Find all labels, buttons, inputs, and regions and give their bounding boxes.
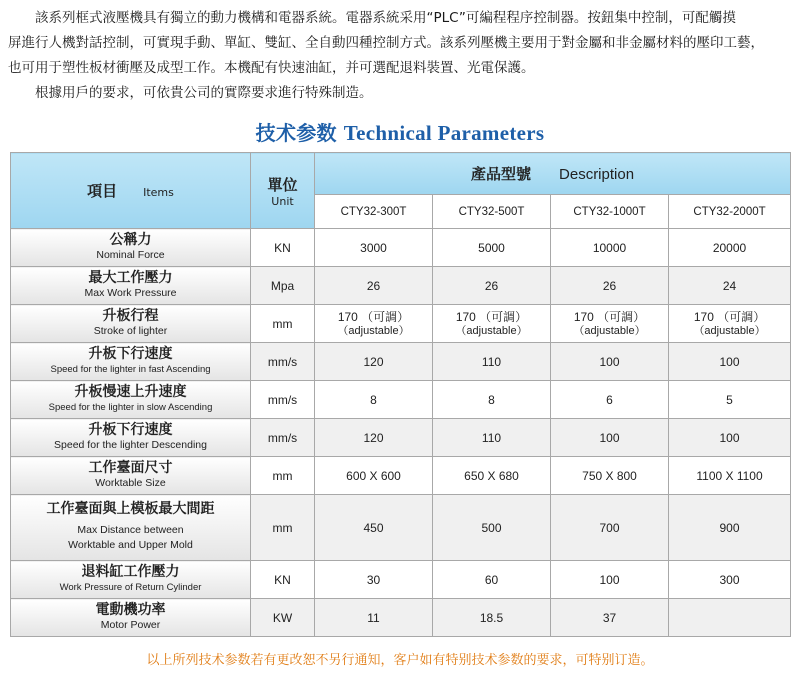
title-en: Technical Parameters (343, 121, 545, 145)
title-cn: 技术参数 (255, 121, 337, 145)
row-value: 30 (315, 561, 433, 599)
row-value: 60 (433, 561, 551, 599)
row-value: 650 X 680 (433, 457, 551, 495)
row-value: 600 X 600 (315, 457, 433, 495)
header-description: 產品型號 Description (315, 153, 791, 195)
row-label: 升板下行速度 Speed for the lighter Descending (11, 419, 251, 457)
row-value: 170 （可調） （adjustable） (551, 305, 669, 343)
row-value: 120 (315, 343, 433, 381)
table-row (11, 495, 791, 561)
row-value: 5 (669, 381, 791, 419)
row-label: 退料缸工作壓力 Work Pressure of Return Cylinder (11, 561, 251, 599)
row-unit: KN (251, 229, 315, 267)
intro-line-1: 該系列框式液壓機具有獨立的動力機構和電器系統。電器系統采用“PLC”可編程程序控制器。按鈕集中控制，可配觸摸 (35, 10, 736, 26)
header-model: CTY32-300T (315, 195, 433, 229)
row-value: 110 (433, 343, 551, 381)
row-value: 1100 X 1100 (669, 457, 791, 495)
intro-line-2: 屏進行人機對話控制，可實現手動、單缸、雙缸、全自動四種控制方式。該系列壓機主要用于對金屬和非金屬材料的壓印工藝， (8, 35, 764, 51)
row-value: 20000 (669, 229, 791, 267)
row-value: 100 (669, 419, 791, 457)
row-value: 6 (551, 381, 669, 419)
row-label: 工作臺面尺寸 Worktable Size (11, 457, 251, 495)
row-value: 170 （可調） （adjustable） (669, 305, 791, 343)
row-value: 3000 (315, 229, 433, 267)
row-value: 700 (551, 495, 669, 561)
row-label: 升板下行速度 Speed for the lighter in fast Ascending (11, 343, 251, 381)
row-value: 8 (433, 381, 551, 419)
row-label: 工作臺面與上模板最大間距 Max Distance between Worktable and Upper Mold (11, 495, 251, 561)
table-row (11, 457, 791, 495)
row-unit: mm/s (251, 343, 315, 381)
intro-line-3: 也可用于塑性板材衝壓及成型工作。本機配有快速油缸，并可選配退料裝置、光電保護。 (8, 60, 535, 76)
header-unit: 單位 Unit (251, 153, 315, 229)
row-value: 100 (669, 343, 791, 381)
row-unit: KW (251, 599, 315, 637)
row-value: 11 (315, 599, 433, 637)
row-value: 100 (551, 561, 669, 599)
row-value: 5000 (433, 229, 551, 267)
row-label: 升板慢速上升速度 Speed for the lighter in slow Ascending (11, 381, 251, 419)
row-unit: mm (251, 495, 315, 561)
header-model: CTY32-2000T (669, 195, 791, 229)
row-label: 公稱力 Nominal Force (11, 229, 251, 267)
row-value: 750 X 800 (551, 457, 669, 495)
table-row (11, 419, 791, 457)
row-value: 26 (551, 267, 669, 305)
row-value: 18.5 (433, 599, 551, 637)
row-value: 24 (669, 267, 791, 305)
row-label: 最大工作壓力 Max Work Pressure (11, 267, 251, 305)
row-value: 300 (669, 561, 791, 599)
row-unit: KN (251, 561, 315, 599)
page-title (0, 117, 800, 146)
row-value: 10000 (551, 229, 669, 267)
row-unit: mm (251, 305, 315, 343)
row-value: 100 (551, 343, 669, 381)
row-value: 110 (433, 419, 551, 457)
row-value: 26 (433, 267, 551, 305)
row-value: 120 (315, 419, 433, 457)
table-row (11, 305, 791, 343)
row-unit: mm/s (251, 419, 315, 457)
row-value: 170 （可調） （adjustable） (315, 305, 433, 343)
row-label: 電動機功率 Motor Power (11, 599, 251, 637)
header-model: CTY32-500T (433, 195, 551, 229)
row-value: 26 (315, 267, 433, 305)
row-value: 900 (669, 495, 791, 561)
table-row (11, 267, 791, 305)
row-unit: Mpa (251, 267, 315, 305)
table-row (11, 381, 791, 419)
intro-line-4: 根據用戶的要求，可依貴公司的實際要求進行特殊制造。 (35, 85, 373, 101)
header-items: 項目 Items (11, 153, 251, 229)
parameters-table (10, 152, 791, 637)
footnote: 以上所列技术参数若有更改恕不另行通知，客户如有特别技术参数的要求，可特别订造。 (146, 653, 654, 668)
row-value: 450 (315, 495, 433, 561)
row-value: 37 (551, 599, 669, 637)
table-row (11, 599, 791, 637)
table-row (11, 343, 791, 381)
row-value: 170 （可調） （adjustable） (433, 305, 551, 343)
row-label: 升板行程 Stroke of lighter (11, 305, 251, 343)
row-value: 100 (551, 419, 669, 457)
row-unit: mm/s (251, 381, 315, 419)
header-model: CTY32-1000T (551, 195, 669, 229)
table-row (11, 229, 791, 267)
row-value: 8 (315, 381, 433, 419)
intro-text (8, 6, 792, 106)
row-value (669, 599, 791, 637)
row-value: 500 (433, 495, 551, 561)
table-row (11, 561, 791, 599)
row-unit: mm (251, 457, 315, 495)
